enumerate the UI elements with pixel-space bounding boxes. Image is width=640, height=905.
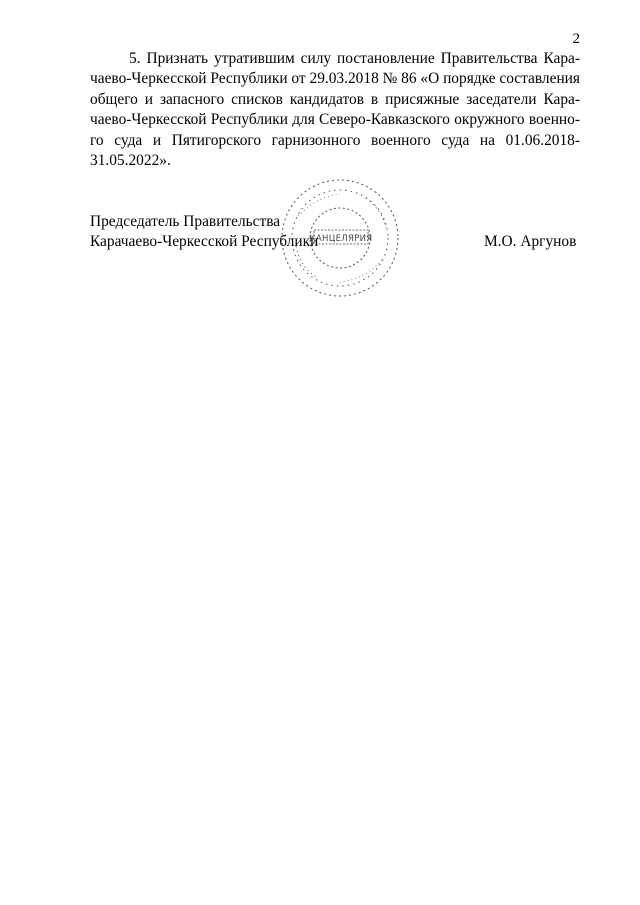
seal-text: КАНЦЕЛЯРИЯ: [309, 234, 373, 244]
paragraph-line: чаево-Черкесской Республики для Северо-Кавказского окружного военно-: [90, 111, 580, 129]
paragraph-line: го суда и Пятигорского гарнизонного военного суда на 01.06.2018-: [90, 131, 580, 149]
signatory-title-line: Председатель Правительства: [90, 213, 281, 230]
signatory-title-line: Карачаево-Черкесской Республики: [90, 233, 319, 250]
paragraph-line: 31.05.2022».: [90, 151, 171, 169]
paragraph-line: 5. Признать утратившим силу постановление Правительства Кара-: [129, 50, 580, 67]
paragraph-line: чаево-Черкесской Республики от 29.03.2018 № 86 «О порядке составления: [90, 70, 580, 88]
paragraph-item-5: [90, 49, 580, 171]
signatory-name: М.О. Аргунов: [484, 233, 577, 250]
signatory-title: [90, 212, 318, 252]
paragraph-line: общего и запасного списков кандидатов в присяжные заседатели Кара-: [90, 90, 580, 108]
page-number: 2: [572, 31, 580, 47]
